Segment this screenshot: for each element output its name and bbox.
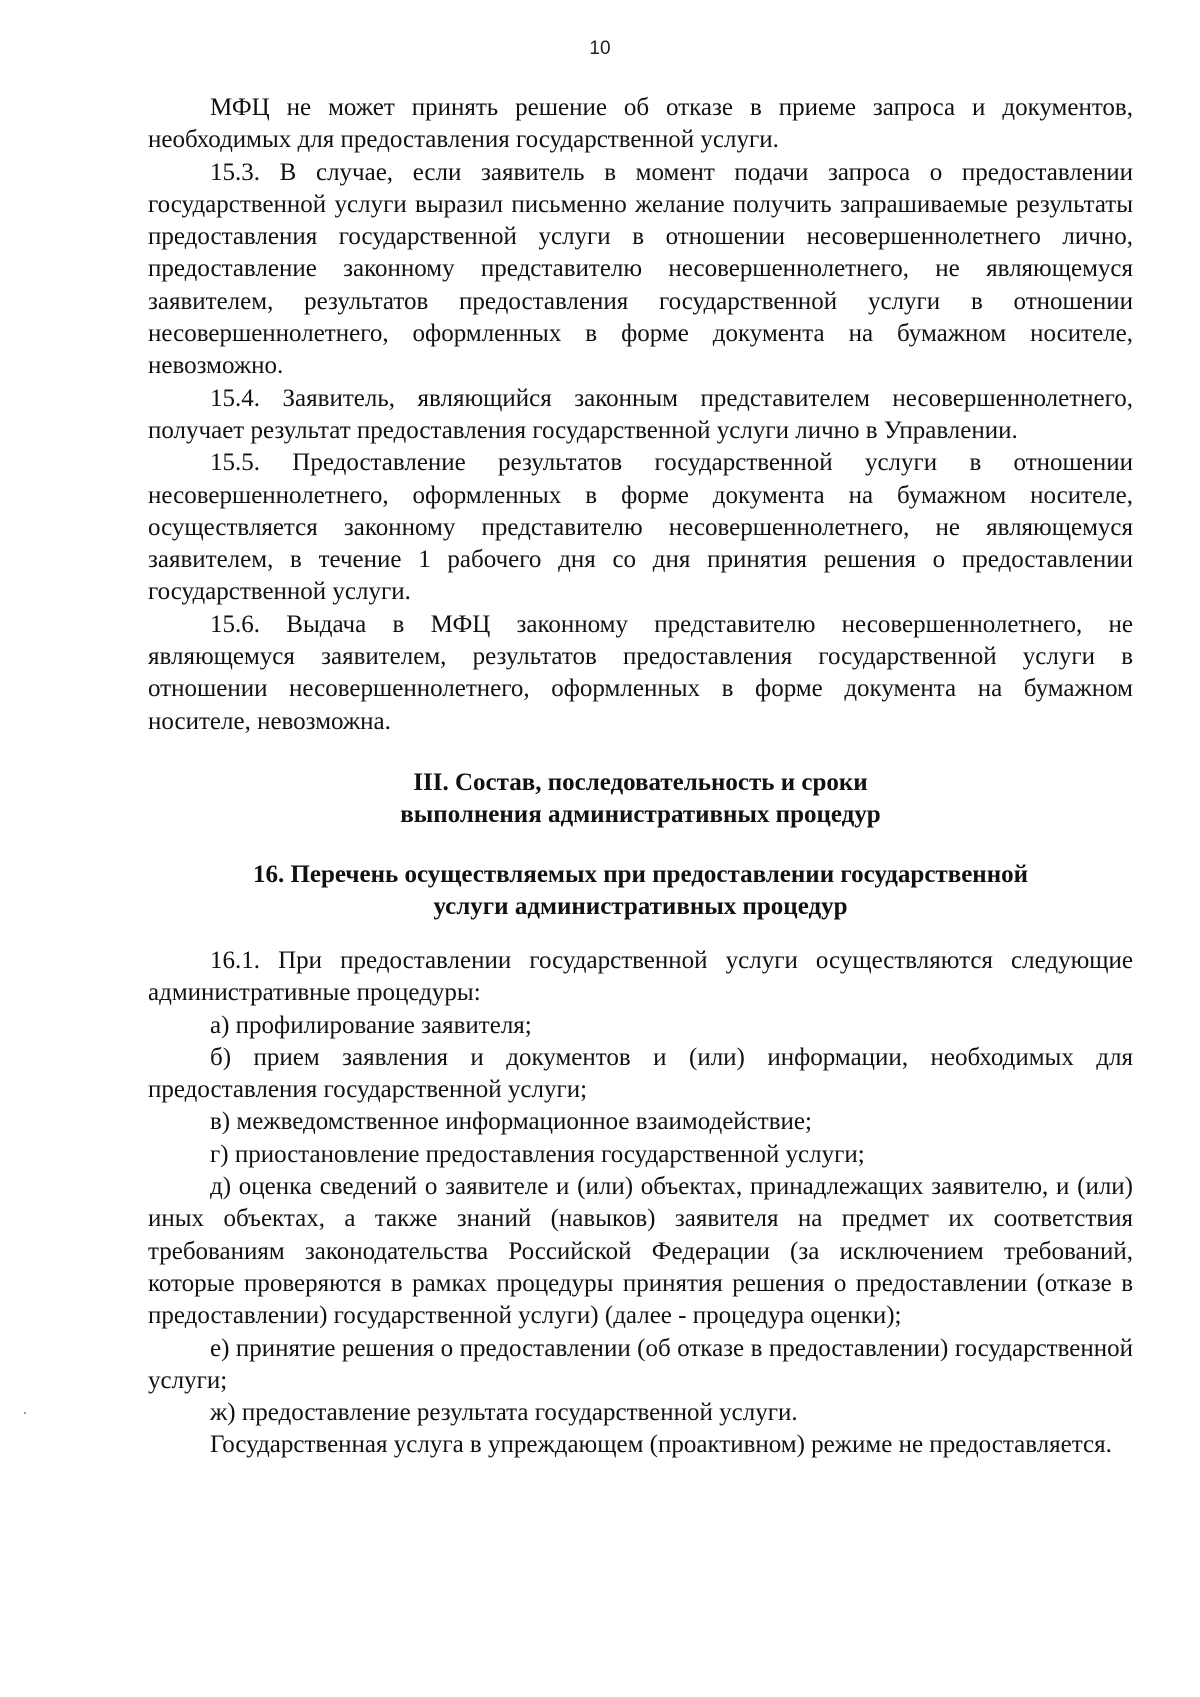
section-16-heading-line1: 16. Перечень осуществляемых при предоставлении государственной — [252, 860, 1029, 888]
section-iii-heading-line2: выполнения административных процедур — [400, 800, 881, 828]
paragraph-proactive-mode: Государственная услуга в упреждающем (проактивном) режиме не предоставляется. — [210, 1431, 1112, 1459]
section-16-heading — [148, 859, 1133, 923]
list-item-zh: ж) предоставление результата государственной услуги. — [210, 1399, 798, 1427]
paragraph-15-3: 15.3. В случае, если заявитель в момент подачи запроса о предоставлении государственной услуги выразил письменно желание получить запрашиваемые результаты предоставления государственной услуги в отношении несовершеннолетнего лично, предоставление законному представителю несовершеннолетнего, не являющемуся заявителем, результатов предоставления государственной услуги в отношении несовершеннолетнего, оформленных в форме документа на бумажном носителе, невозможно. — [148, 158, 1133, 380]
paragraph-15-4: 15.4. Заявитель, являющийся законным представителем несовершеннолетнего, получает результат предоставления государственной услуги лично в Управлении. — [148, 384, 1133, 444]
section-16-heading-line2: услуги административных процедур — [433, 892, 848, 920]
list-item-b: б) прием заявления и документов и (или) информации, необходимых для предоставления государственной услуги; — [148, 1043, 1133, 1104]
paragraph-mfc-no-refusal: МФЦ не может принять решение об отказе в приеме запроса и документов, необходимых для предоставления государственной услуги. — [148, 94, 1133, 154]
list-item-a: а) профилирование заявителя; — [210, 1011, 532, 1039]
scan-speck — [24, 1412, 26, 1414]
section-iii-heading — [148, 767, 1133, 831]
section-iii-heading-line1: III. Состав, последовательность и сроки — [413, 768, 868, 796]
list-item-g: г) приостановление предоставления государственной услуги; — [210, 1140, 865, 1168]
list-item-d: д) оценка сведений о заявителе и (или) объектах, принадлежащих заявителю, и (или) иных объектах, а также знаний (навыков) заявителя на предмет их соответствия требованиям законодательства Российской Федерации (за исключением требований, которые проверяются в рамках процедуры принятия решения о предоставлении (отказе в предоставлении) государственной услуги) (далее - процедура оценки); — [148, 1173, 1133, 1330]
paragraph-15-5: 15.5. Предоставление результатов государственной услуги в отношении несовершеннолетнего, оформленных в форме документа на бумажном носителе, осуществляется законному представителю несовершеннолетнего, не являющемуся заявителем, в течение 1 рабочего дня со дня принятия решения о предоставлении государственной услуги. — [148, 449, 1133, 606]
document-body — [148, 92, 1133, 1462]
paragraph-15-6: 15.6. Выдача в МФЦ законному представителю несовершеннолетнего, не являющемуся заявителем, результатов предоставления государственной услуги в отношении несовершеннолетнего, оформленных в форме документа на бумажном носителе, невозможна. — [148, 610, 1133, 735]
list-item-v: в) межведомственное информационное взаимодействие; — [210, 1108, 812, 1136]
page-number: 10 — [589, 38, 611, 59]
list-item-e: е) принятие решения о предоставлении (об отказе в предоставлении) государственной услуги; — [148, 1334, 1133, 1394]
paragraph-16-1: 16.1. При предоставлении государственной услуги осуществляются следующие административные процедуры: — [148, 946, 1133, 1007]
